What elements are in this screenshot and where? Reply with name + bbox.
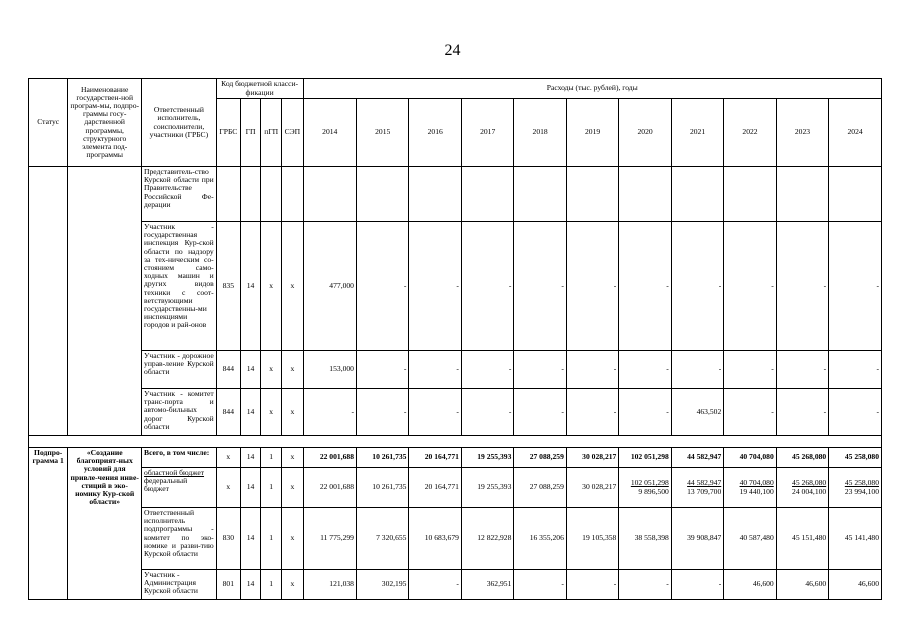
value-cell: [671, 167, 723, 222]
divider-cell: [29, 436, 882, 448]
value-cell: 302,195: [356, 570, 408, 600]
value-cell: -: [671, 570, 723, 600]
table-row: [29, 570, 882, 600]
federal-value: 19 440,100: [739, 486, 774, 496]
header-code-gp: ГП: [240, 99, 260, 167]
value-cell: [724, 468, 776, 508]
executor-cell: Участник - Администрация Курской области: [142, 570, 217, 600]
table-row: [29, 468, 882, 508]
header-status: Статус: [29, 79, 68, 167]
value-cell: -: [776, 351, 828, 389]
code-sep: х: [282, 351, 303, 389]
value-cell: -: [829, 222, 882, 351]
table-row: [29, 222, 882, 351]
value-cell: 40 704,080: [724, 448, 776, 468]
value-cell: -: [619, 389, 671, 436]
value-cell: [829, 468, 882, 508]
regional-value: 45 268,080: [792, 478, 827, 488]
value-cell: 20 164,771: [409, 448, 461, 468]
value-cell: 22 001,688: [303, 448, 356, 468]
value-cell: -: [671, 351, 723, 389]
regional-value: 44 582,947: [687, 478, 722, 488]
table-row: [29, 448, 882, 468]
budget-sources-cell: [142, 468, 217, 508]
value-cell: [671, 468, 723, 508]
code-sep: х: [282, 508, 303, 570]
federal-budget-label: федеральный бюджет: [144, 476, 188, 494]
executor-cell: Ответственный исполнитель подпрограммы - комитет по эко-номике и разви-тию Курской области: [142, 508, 217, 570]
header-code-grbs: ГРБС: [216, 99, 240, 167]
value-cell: -: [461, 351, 513, 389]
table-row: [29, 351, 882, 389]
value-cell: 10 261,735: [356, 468, 408, 508]
value-cell: -: [303, 389, 356, 436]
value-cell: 19 105,358: [566, 508, 618, 570]
code-gp: 14: [240, 389, 260, 436]
name-cell: [68, 167, 142, 436]
total-label: Всего, в том числе:: [142, 448, 217, 468]
regional-value: 45 258,080: [844, 478, 879, 488]
value-cell: 10 683,679: [409, 508, 461, 570]
code-sep: х: [282, 468, 303, 508]
value-cell: 362,951: [461, 570, 513, 600]
value-cell: -: [566, 389, 618, 436]
value-cell: [461, 167, 513, 222]
budget-table: [28, 78, 882, 600]
value-cell: 30 028,217: [566, 468, 618, 508]
code-sep: х: [282, 389, 303, 436]
value-cell: 38 558,398: [619, 508, 671, 570]
header-expenses: Расходы (тыс. рублей), годы: [303, 79, 882, 99]
code-pgp: х: [261, 389, 282, 436]
header-year: 2017: [461, 99, 513, 167]
value-cell: [356, 167, 408, 222]
value-cell: -: [356, 222, 408, 351]
subprogram-name: «Создание благоприят-ных условий для привле-чения инве-стиций в эко-номику Кур-ской области»: [68, 448, 142, 600]
value-cell: -: [619, 570, 671, 600]
value-cell: [829, 167, 882, 222]
value-cell: [566, 167, 618, 222]
code-pgp: х: [261, 222, 282, 351]
section-divider: [29, 436, 882, 448]
value-cell: -: [409, 389, 461, 436]
value-cell: 10 261,735: [356, 448, 408, 468]
federal-value: 13 709,700: [687, 486, 722, 496]
code-gp: 14: [240, 508, 260, 570]
value-cell: 45 151,480: [776, 508, 828, 570]
code-pgp: 1: [261, 570, 282, 600]
page-number: 24: [444, 42, 461, 59]
code-sep: [282, 167, 303, 222]
code-pgp: 1: [261, 448, 282, 468]
regional-value: 102 051,298: [630, 478, 669, 488]
code-sep: х: [282, 448, 303, 468]
regional-budget-label: областной бюджет: [144, 468, 205, 477]
header-year: 2019: [566, 99, 618, 167]
executor-cell: Участник - дорожное управ-ление Курской области: [142, 351, 217, 389]
code-gp: 14: [240, 570, 260, 600]
value-cell: [724, 167, 776, 222]
regional-value: 40 704,080: [739, 478, 774, 488]
status-cell: [29, 167, 68, 436]
code-gp: 14: [240, 351, 260, 389]
federal-value: 23 994,100: [844, 486, 879, 496]
value-cell: -: [776, 389, 828, 436]
executor-cell: Участник - государственная инспекция Кур-ской области по надзору за тех-ническим со-стоянием само-ходных машин и других видов техники с соот-ветствующими государственны-ми инспекциями городов и рай-онов: [142, 222, 217, 351]
value-cell: -: [829, 389, 882, 436]
table-row: [29, 508, 882, 570]
header-year: 2023: [776, 99, 828, 167]
value-cell: -: [566, 570, 618, 600]
value-cell: 463,502: [671, 389, 723, 436]
value-cell: [776, 468, 828, 508]
value-cell: 12 822,928: [461, 508, 513, 570]
header-year: 2015: [356, 99, 408, 167]
header-year: 2020: [619, 99, 671, 167]
value-cell: 30 028,217: [566, 448, 618, 468]
value-cell: 102 051,298: [619, 448, 671, 468]
value-cell: -: [566, 351, 618, 389]
value-cell: 22 001,688: [303, 468, 356, 508]
value-cell: -: [671, 222, 723, 351]
header-code-sep: СЭП: [282, 99, 303, 167]
code-grbs: [216, 167, 240, 222]
value-cell: -: [514, 570, 566, 600]
code-grbs: 844: [216, 351, 240, 389]
header-year: 2022: [724, 99, 776, 167]
value-cell: 39 908,847: [671, 508, 723, 570]
value-cell: 7 320,655: [356, 508, 408, 570]
executor-cell: Участник - комитет транс-порта и автомо-бильных дорог Курской области: [142, 389, 217, 436]
value-cell: 153,000: [303, 351, 356, 389]
value-cell: [409, 167, 461, 222]
value-cell: 121,038: [303, 570, 356, 600]
value-cell: -: [566, 222, 618, 351]
code-gp: [240, 167, 260, 222]
value-cell: -: [724, 222, 776, 351]
value-cell: -: [619, 222, 671, 351]
value-cell: -: [461, 389, 513, 436]
value-cell: 27 088,259: [514, 468, 566, 508]
table-row: [29, 167, 882, 222]
code-grbs: 835: [216, 222, 240, 351]
value-cell: 46,600: [724, 570, 776, 600]
code-gp: 14: [240, 468, 260, 508]
code-grbs: х: [216, 468, 240, 508]
value-cell: -: [409, 351, 461, 389]
federal-value: 24 004,100: [792, 486, 827, 496]
value-cell: -: [461, 222, 513, 351]
code-pgp: 1: [261, 508, 282, 570]
value-cell: 19 255,393: [461, 468, 513, 508]
value-cell: -: [619, 351, 671, 389]
value-cell: 19 255,393: [461, 448, 513, 468]
value-cell: 16 355,206: [514, 508, 566, 570]
header-year: 2018: [514, 99, 566, 167]
value-cell: 27 088,259: [514, 448, 566, 468]
value-cell: [619, 468, 671, 508]
value-cell: -: [356, 389, 408, 436]
code-pgp: 1: [261, 468, 282, 508]
header-code-pgp: пГП: [261, 99, 282, 167]
value-cell: 46,600: [829, 570, 882, 600]
value-cell: -: [409, 222, 461, 351]
header-executor: Ответственный исполнитель, соисполнители, участники (ГРБС): [142, 79, 217, 167]
code-gp: 14: [240, 448, 260, 468]
value-cell: 45 258,080: [829, 448, 882, 468]
value-cell: -: [724, 389, 776, 436]
value-cell: -: [409, 570, 461, 600]
value-cell: [514, 167, 566, 222]
value-cell: -: [514, 351, 566, 389]
value-cell: 40 587,480: [724, 508, 776, 570]
value-cell: 46,600: [776, 570, 828, 600]
code-pgp: [261, 167, 282, 222]
header-year: 2016: [409, 99, 461, 167]
code-grbs: 830: [216, 508, 240, 570]
code-pgp: х: [261, 351, 282, 389]
value-cell: 11 775,299: [303, 508, 356, 570]
value-cell: 44 582,947: [671, 448, 723, 468]
value-cell: [303, 167, 356, 222]
code-gp: 14: [240, 222, 260, 351]
executor-cell: Представитель-ство Курской области при Правительстве Российской Фе-дерации: [142, 167, 217, 222]
value-cell: 45 141,480: [829, 508, 882, 570]
value-cell: [776, 167, 828, 222]
code-grbs: 844: [216, 389, 240, 436]
value-cell: 477,000: [303, 222, 356, 351]
header-name: Наименование государствен-ной програм-мы, подпро-граммы госу-дарственной программы, структурного элемента под-программы: [68, 79, 142, 167]
header-year: 2014: [303, 99, 356, 167]
value-cell: -: [356, 351, 408, 389]
value-cell: -: [514, 222, 566, 351]
value-cell: [619, 167, 671, 222]
value-cell: 45 268,080: [776, 448, 828, 468]
header-year: 2024: [829, 99, 882, 167]
value-cell: 20 164,771: [409, 468, 461, 508]
value-cell: -: [829, 351, 882, 389]
code-grbs: х: [216, 448, 240, 468]
header-year: 2021: [671, 99, 723, 167]
table-row: [29, 389, 882, 436]
code-sep: х: [282, 570, 303, 600]
value-cell: -: [724, 351, 776, 389]
header-budget-code: Код бюджетной класси-фикации: [216, 79, 303, 99]
code-grbs: 801: [216, 570, 240, 600]
subprogram-status: Подпро-грамма 1: [29, 448, 68, 600]
code-sep: х: [282, 222, 303, 351]
value-cell: -: [776, 222, 828, 351]
federal-value: 9 896,500: [638, 486, 669, 496]
value-cell: -: [514, 389, 566, 436]
